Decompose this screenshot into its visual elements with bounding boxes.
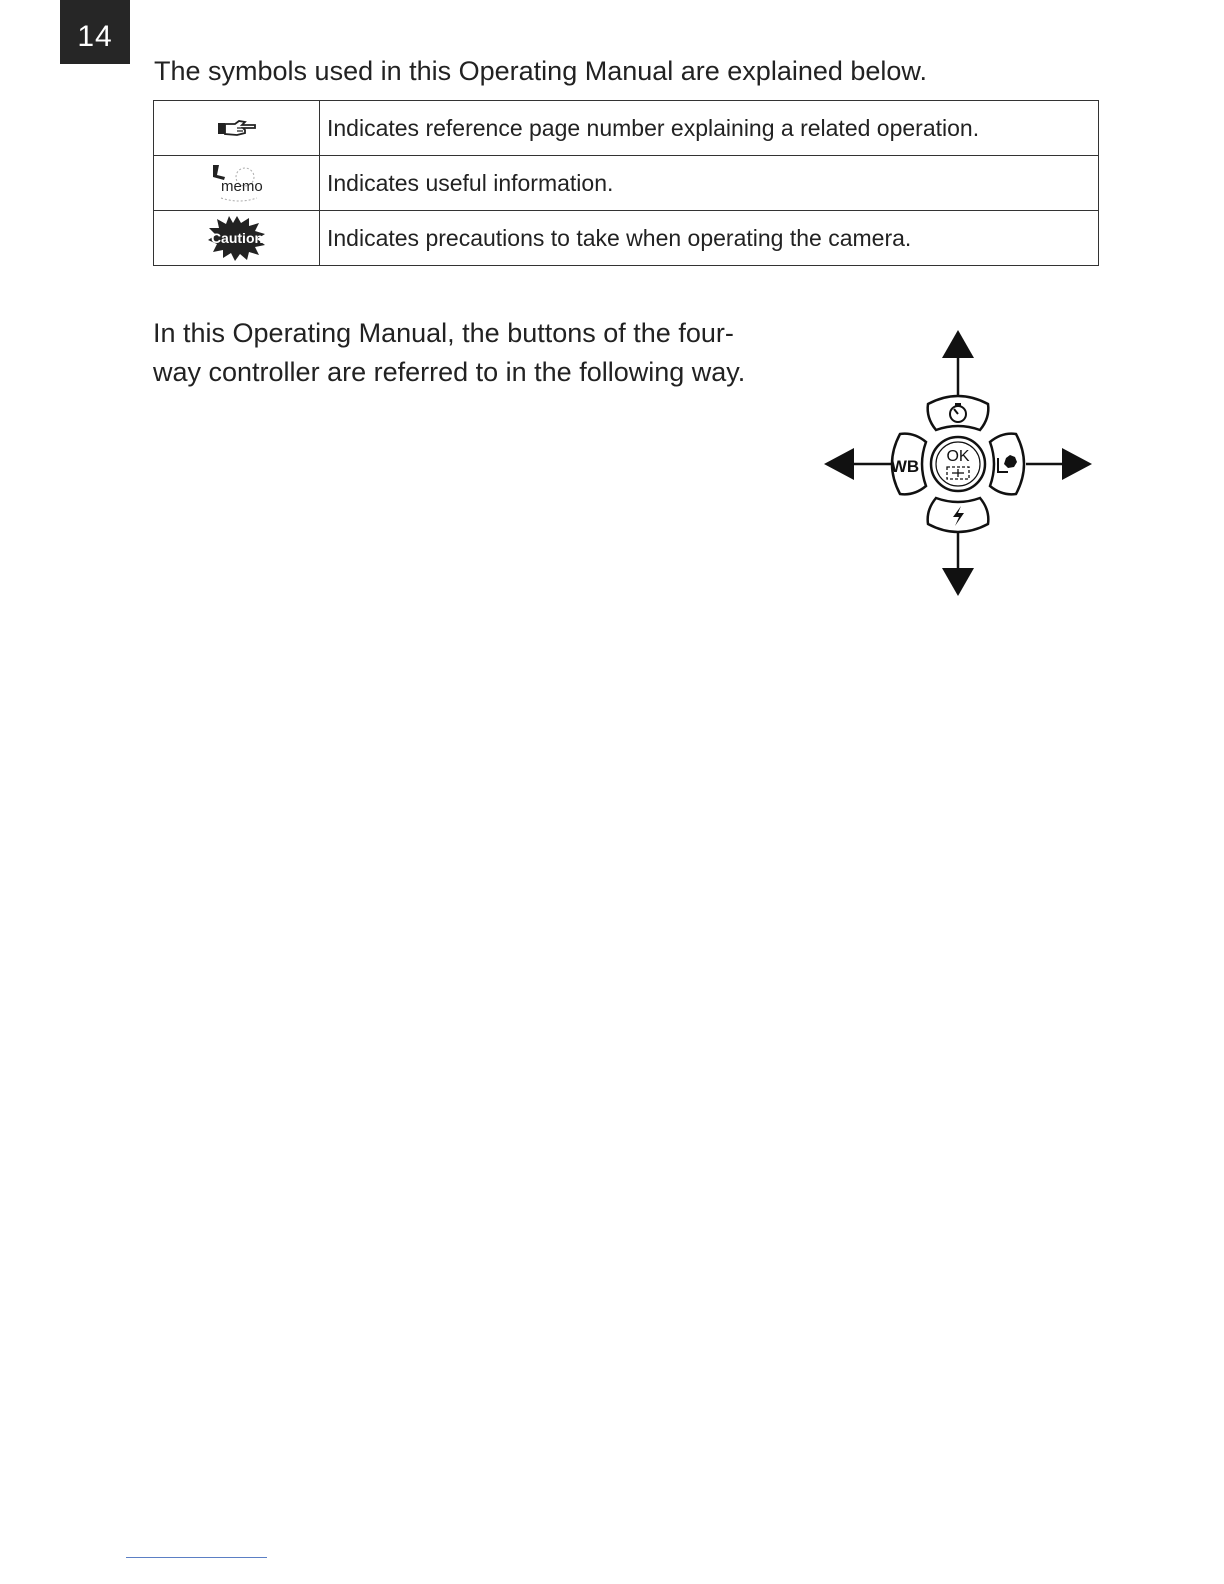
ok-button	[931, 437, 985, 491]
page-number: 14	[60, 0, 130, 64]
wb-label: WB	[890, 457, 920, 476]
symbol-description: Indicates reference page number explaining a related operation.	[320, 101, 1099, 156]
left-arrow-icon	[824, 448, 854, 480]
controller-description	[153, 314, 833, 392]
up-arrow-icon	[942, 330, 974, 358]
controller-text-line: way controller are referred to in the following way.	[153, 357, 746, 387]
left-button	[891, 434, 926, 495]
caution-icon	[205, 214, 269, 262]
ok-label: OK	[946, 448, 970, 465]
footer-rule	[126, 1557, 267, 1558]
symbol-cell	[154, 211, 320, 266]
memo-icon	[207, 161, 267, 205]
symbols-table	[153, 100, 1099, 266]
memo-icon-label: memo	[220, 178, 263, 195]
down-button	[928, 498, 989, 532]
symbol-cell	[154, 101, 320, 156]
caution-icon-label: Caution	[210, 230, 263, 246]
controller-text-line: In this Operating Manual, the buttons of the four-	[153, 318, 734, 348]
down-arrow-icon	[942, 568, 974, 596]
right-arrow-icon	[1062, 448, 1092, 480]
symbol-description: Indicates precautions to take when operating the camera.	[320, 211, 1099, 266]
table-row	[154, 101, 1099, 156]
table-row	[154, 211, 1099, 266]
up-button	[928, 396, 989, 430]
symbol-description: Indicates useful information.	[320, 156, 1099, 211]
right-button	[990, 434, 1024, 495]
four-way-controller-diagram	[818, 322, 1098, 602]
reference-hand-icon	[215, 117, 259, 139]
table-row	[154, 156, 1099, 211]
symbol-cell	[154, 156, 320, 211]
intro-text: The symbols used in this Operating Manual are explained below.	[154, 56, 927, 86]
